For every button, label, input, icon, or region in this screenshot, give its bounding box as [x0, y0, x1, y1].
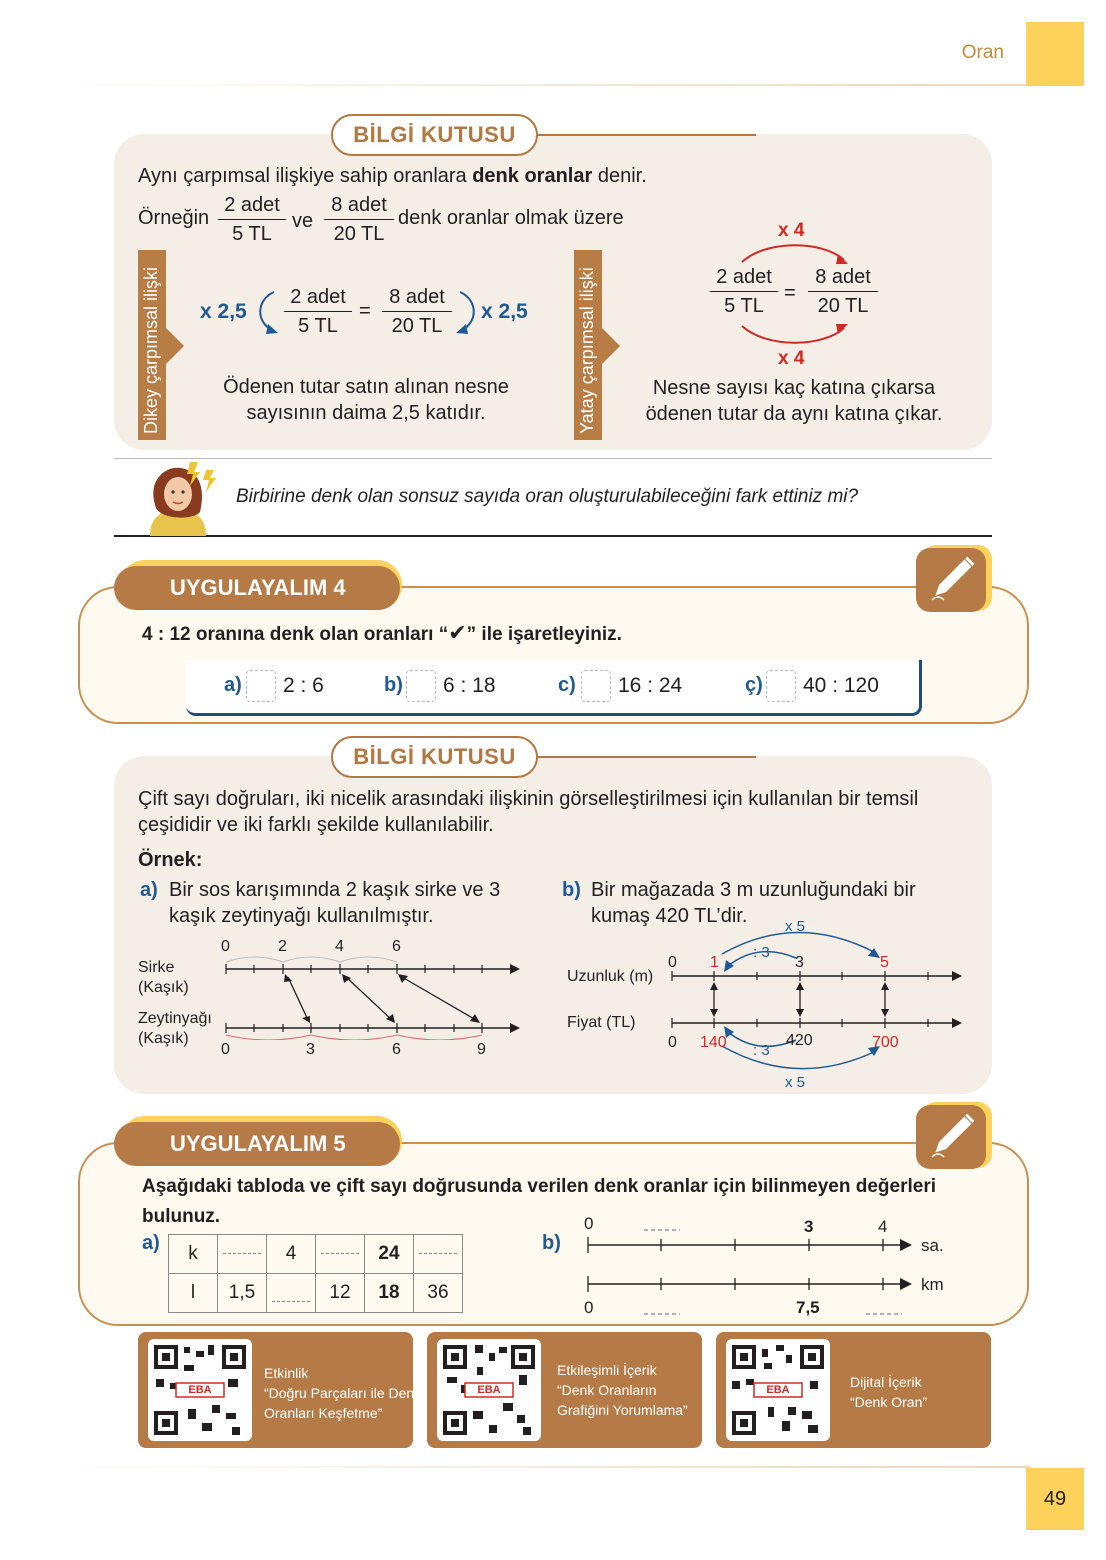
- p5-top-0: 0: [584, 1214, 594, 1233]
- qr-card-1-text: Etkinlik “Doğru Parçaları ile Denk Oranları Keşfetme”: [264, 1365, 422, 1421]
- b-bottom-700: 700: [872, 1034, 899, 1051]
- p5-top-4: 4: [878, 1217, 888, 1236]
- option-a-value: 2 : 6: [283, 674, 324, 697]
- top-tab: [1026, 22, 1084, 86]
- p5-top-unit: sa.: [921, 1236, 944, 1255]
- check-mark-icon: ✔: [448, 620, 467, 645]
- b-bottom-0: 0: [668, 1034, 677, 1051]
- example-fraction-a: 2 adet 5 TL: [218, 194, 286, 246]
- table-cell: 1,5: [218, 1274, 267, 1313]
- example-a-text: Bir sos karışımında 2 kaşık sirke ve 3 kaşık zeytinyağı kullanılmıştır.: [169, 879, 501, 927]
- option-a-checkbox[interactable]: [246, 670, 276, 702]
- top-curved-arrow-icon: [736, 238, 856, 266]
- right-curved-arrow-icon: [454, 288, 480, 336]
- example-heading: Örnek:: [138, 849, 203, 871]
- b-bottom-divide: : 3: [753, 1042, 770, 1059]
- pencil-icon: [916, 1105, 986, 1169]
- practice-5-instruction: Aşağıdaki tabloda ve çift sayı doğrusunda verilen denk oranlar için bilinmeyen değerleri bulunuz.: [142, 1176, 937, 1227]
- a-bottom-tick-9: 9: [477, 1041, 486, 1058]
- page-number: 49: [1043, 1488, 1067, 1510]
- double-number-line-practice: [580, 1226, 920, 1316]
- double-number-line-a: [220, 950, 530, 1040]
- table-cell: 4: [267, 1235, 316, 1274]
- vinegar-label: Sirke (Kaşık): [138, 959, 189, 996]
- info-box-2-label: BİLGİ KUTUSU: [331, 736, 538, 778]
- girl-thinking-icon: [136, 460, 220, 536]
- b-top-3: 3: [795, 954, 804, 971]
- qr-code-icon[interactable]: [437, 1339, 541, 1441]
- horizontal-relation-strip: Yatay çarpımsal ilişki: [574, 250, 602, 440]
- reflection-question: Birbirine denk olan sonsuz sayıda oran oluşturulabileceğini fark ettiniz mi?: [236, 486, 859, 507]
- qr-card-2-text: Etkileşimli İçerik “Denk Oranların Grafiğini Yorumlama”: [557, 1362, 688, 1418]
- olive-oil-label: Zeytinyağı (Kaşık): [138, 1010, 212, 1047]
- practice-5-b-letter: b): [542, 1232, 561, 1254]
- a-top-tick-0: 0: [221, 938, 230, 955]
- option-cc-checkbox[interactable]: [766, 670, 796, 702]
- example-and: ve: [292, 210, 314, 232]
- option-b-value: 6 : 18: [443, 674, 496, 697]
- info-box-1-definition: Aynı çarpımsal ilişkiye sahip oranlara denk oranlar denir.: [138, 165, 647, 187]
- length-label: Uzunluk (m): [567, 968, 654, 985]
- horizontal-fraction-a: 2 adet 5 TL: [710, 266, 778, 318]
- a-top-tick-2: 2: [278, 938, 287, 955]
- option-b-checkbox[interactable]: [406, 670, 436, 702]
- table-row: [169, 1235, 463, 1274]
- example-b-letter: b): [562, 879, 581, 901]
- double-number-line-b: [666, 916, 970, 1096]
- qr-card-3-text: Dijital İçerik “Denk Oran”: [850, 1374, 928, 1410]
- pencil-icon: [916, 548, 986, 612]
- question-top-rule: [114, 458, 992, 459]
- table-blank-cell[interactable]: [267, 1274, 316, 1313]
- p5-bottom-unit: km: [921, 1275, 944, 1294]
- a-bottom-tick-6: 6: [392, 1041, 401, 1058]
- question-bottom-rule: [114, 535, 992, 537]
- eba-badge: EBA: [766, 1384, 790, 1396]
- a-bottom-tick-3: 3: [306, 1041, 315, 1058]
- a-top-tick-6: 6: [392, 938, 401, 955]
- vertical-multiplier-right: x 2,5: [481, 300, 528, 323]
- info-box-1-label: BİLGİ KUTUSU: [331, 114, 538, 156]
- info-box-2-paragraph: Çift sayı doğruları, iki nicelik arasındaki ilişkinin görselleştirilmesi için kullanılan bir temsil çeşididir ve iki farklı şekilde kullanılabilir.: [138, 788, 919, 836]
- left-curved-arrow-icon: [254, 288, 280, 336]
- option-a: a): [224, 674, 242, 696]
- vertical-equals: =: [359, 300, 371, 322]
- table-cell: 12: [316, 1274, 365, 1313]
- table-row: [169, 1274, 463, 1313]
- ratio-table: [168, 1234, 463, 1313]
- b-top-5: 5: [880, 954, 889, 971]
- b-bottom-420: 420: [786, 1032, 813, 1049]
- vertical-strip-pointer: [166, 328, 184, 364]
- qr-code-icon[interactable]: [726, 1339, 830, 1441]
- p5-bottom-7-5: 7,5: [796, 1298, 820, 1317]
- vertical-caption: Ödenen tutar satın alınan nesne sayısının daima 2,5 katıdır.: [223, 376, 509, 424]
- bottom-rule: [40, 1466, 1030, 1468]
- p5-top-3: 3: [804, 1217, 814, 1236]
- table-blank-cell[interactable]: [218, 1235, 267, 1274]
- b-bottom-140: 140: [700, 1034, 727, 1051]
- b-top-divide: : 3: [753, 944, 770, 961]
- eba-badge: EBA: [477, 1384, 501, 1396]
- horizontal-multiplier-top: x 4: [778, 220, 805, 241]
- vertical-relation-strip: Dikey çarpımsal ilişki: [138, 250, 166, 440]
- table-cell: k: [169, 1235, 218, 1274]
- option-c-checkbox[interactable]: [581, 670, 611, 702]
- table-cell: 24: [365, 1235, 414, 1274]
- eba-badge: EBA: [188, 1384, 212, 1396]
- example-label: Örneğin: [138, 207, 210, 229]
- option-b: b): [384, 674, 403, 696]
- table-blank-cell[interactable]: [316, 1235, 365, 1274]
- price-label: Fiyat (TL): [567, 1014, 636, 1031]
- example-b-text: Bir mağazada 3 m uzunluğundaki bir kumaş 420 TL’dir.: [591, 879, 916, 927]
- horizontal-caption: Nesne sayısı kaç katına çıkarsa ödenen tutar da aynı katına çıkar.: [645, 377, 943, 425]
- table-cell: 18: [365, 1274, 414, 1313]
- option-cc: ç): [745, 674, 763, 696]
- b-bottom-multiply: x 5: [785, 1074, 806, 1091]
- horizontal-multiplier-bottom: x 4: [778, 348, 805, 369]
- table-cell: 36: [414, 1274, 463, 1313]
- vertical-fraction-a: 2 adet 5 TL: [284, 286, 352, 338]
- info-box-2-rule: [536, 756, 756, 758]
- practice-4-title: UYGULAYALIM 4: [114, 566, 400, 610]
- horizontal-fraction-b: 8 adet 20 TL: [808, 266, 878, 318]
- a-top-tick-4: 4: [335, 938, 344, 955]
- practice-5-title: UYGULAYALIM 5: [114, 1122, 400, 1166]
- practice-5-a-letter: a): [142, 1232, 160, 1254]
- section-title: Oran: [961, 42, 1004, 63]
- info-box-1-rule: [536, 134, 756, 136]
- qr-code-icon[interactable]: [148, 1339, 252, 1441]
- b-top-0: 0: [668, 954, 677, 971]
- bottom-curved-arrow-icon: [736, 322, 856, 350]
- table-cell: l: [169, 1274, 218, 1313]
- option-c-value: 16 : 24: [618, 674, 683, 697]
- horizontal-equals: =: [784, 282, 796, 304]
- example-condition: denk oranlar olmak üzere: [398, 207, 624, 229]
- example-fraction-b: 8 adet 20 TL: [324, 194, 394, 246]
- a-bottom-tick-0: 0: [221, 1041, 230, 1058]
- example-a-letter: a): [140, 879, 158, 901]
- table-blank-cell[interactable]: [414, 1235, 463, 1274]
- b-top-multiply: x 5: [785, 918, 806, 935]
- p5-bottom-0: 0: [584, 1298, 594, 1317]
- top-rule: [40, 84, 1040, 86]
- option-cc-value: 40 : 120: [803, 674, 879, 697]
- b-top-1: 1: [710, 954, 719, 971]
- option-c: c): [558, 674, 576, 696]
- vertical-multiplier-left: x 2,5: [200, 300, 247, 323]
- vertical-fraction-b: 8 adet 20 TL: [382, 286, 452, 338]
- horizontal-strip-pointer: [602, 328, 620, 364]
- practice-4-instruction: 4 : 12 oranına denk olan oranları “✔” ile işaretleyiniz.: [142, 620, 622, 645]
